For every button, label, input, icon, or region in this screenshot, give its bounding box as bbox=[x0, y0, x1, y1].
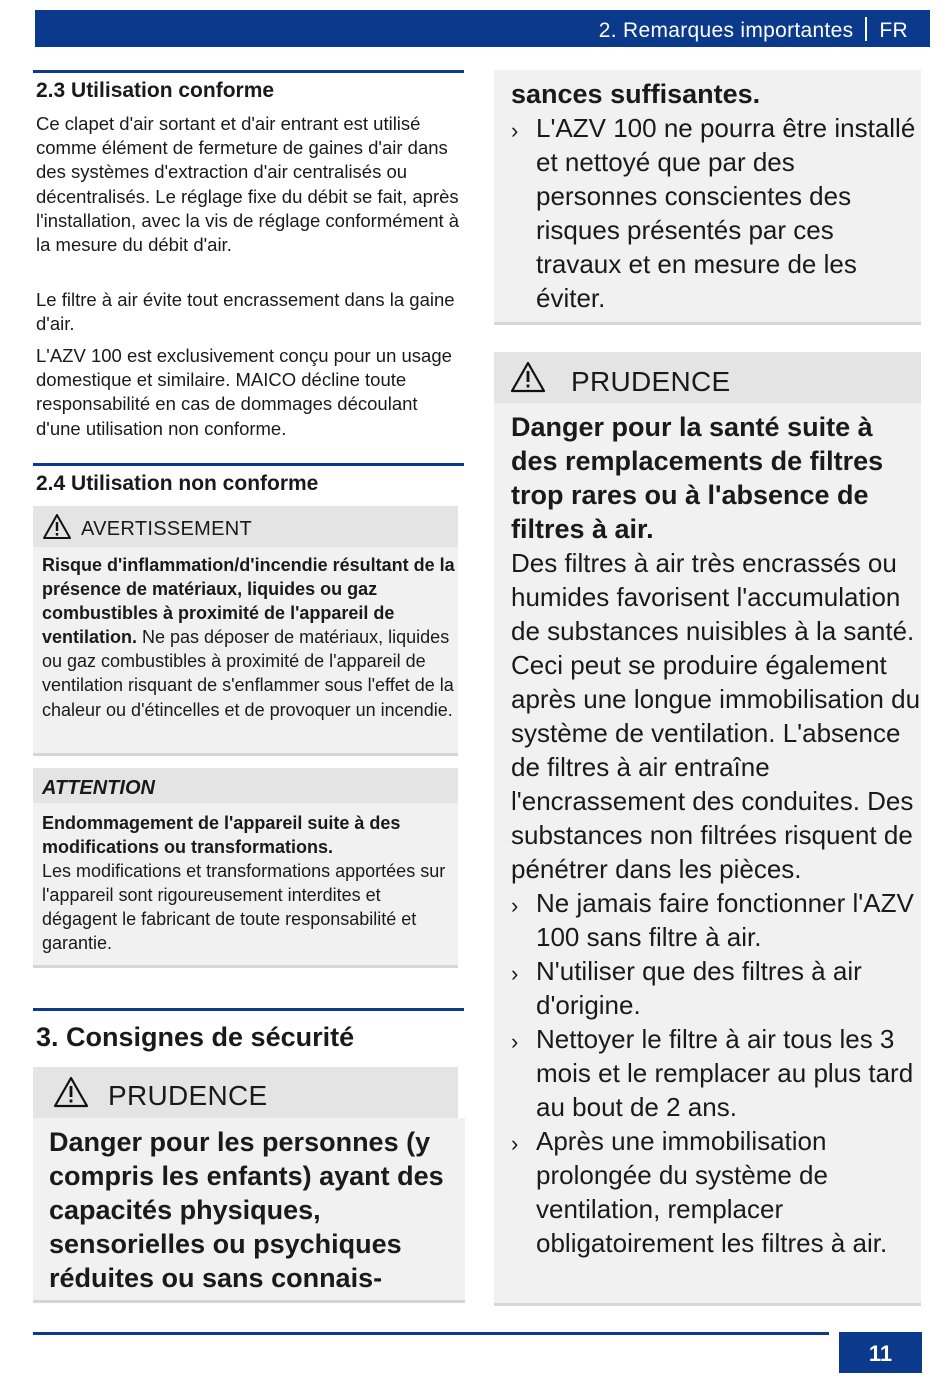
attention-text: Les modifications et transformations apportées sur l'appareil sont rigoureusement interdites et dégagent le fabricant de toute responsabilité et garantie. bbox=[42, 861, 446, 954]
chevron-right-icon: › bbox=[511, 893, 519, 918]
attention-box-body bbox=[33, 803, 458, 968]
section-rule bbox=[33, 1008, 464, 1011]
caution-continuation-box bbox=[494, 70, 921, 325]
section-2-3-paragraph-2: Le filtre à air évite tout encrassement dans la gaine d'air. bbox=[36, 289, 455, 335]
caution-title: PRUDENCE bbox=[108, 1080, 268, 1111]
caution-box-body bbox=[494, 403, 921, 1306]
caution-bold-text: Danger pour la santé suite à des remplacements de filtres trop rares ou à l'absence de filtres à air. bbox=[511, 412, 884, 544]
section-2-3-title: 2.3 Utilisation conforme bbox=[36, 79, 275, 102]
page-number: 11 bbox=[839, 1332, 922, 1373]
list-item-text: Ne jamais faire fonctionner l'AZV 100 sans filtre à air. bbox=[536, 888, 914, 952]
list-item bbox=[511, 954, 921, 1022]
caution-box-body bbox=[33, 1118, 465, 1303]
caution-continuation-bold: sances suffisantes. bbox=[511, 79, 761, 109]
caution-text: Des filtres à air très encrassés ou humides favorisent l'accumulation de substances nuisibles à la santé. Ceci peut se produire également après une longue immobilisation du système de ventilation. L'absence de filtres à air entraîne l'encrassement des conduites. Des substances non filtrées risquent de pénétrer dans les pièces. bbox=[511, 548, 921, 884]
list-item-text: Après une immobilisation prolongée du système de ventilation, remplacer obligatoirement les filtres à air. bbox=[536, 1126, 888, 1258]
warning-title: AVERTISSEMENT bbox=[81, 518, 252, 540]
list-item bbox=[511, 111, 921, 315]
chevron-right-icon: › bbox=[511, 1131, 519, 1156]
list-item-text: N'utiliser que des filtres à air d'origine. bbox=[536, 956, 862, 1020]
warning-triangle-icon bbox=[53, 1076, 89, 1108]
list-item bbox=[511, 886, 921, 954]
footer-rule bbox=[33, 1332, 829, 1335]
caution-box-header bbox=[33, 1067, 458, 1118]
header-lang: FR bbox=[879, 19, 908, 42]
warning-text: Ne pas déposer de matériaux, liquides ou gaz combustibles à proximité de l'appareil de ventilation risquant de s'enflammer sous l'effet de la chaleur ou d'étincelles et de provoquer un incendie. bbox=[42, 627, 454, 720]
warning-box-body bbox=[33, 547, 458, 756]
section-rule bbox=[33, 70, 464, 73]
section-rule bbox=[33, 463, 464, 466]
section-2-3-paragraph-1: Ce clapet d'air sortant et d'air entrant est utilisé comme élément de fermeture de gaines d'air dans des systèmes d'extraction d'air centralisés ou décentralisés. Le réglage fixe du débit se fait, après l'installation, avec la vis de réglage conformément à la mesure du débit d'air. bbox=[36, 113, 460, 256]
warning-triangle-icon bbox=[510, 361, 546, 393]
section-3-title: 3. Consignes de sécurité bbox=[36, 1022, 355, 1052]
chevron-right-icon: › bbox=[511, 961, 519, 986]
chevron-right-icon: › bbox=[511, 1029, 519, 1054]
section-2-3-paragraph-3: L'AZV 100 est exclusivement conçu pour un usage domestique et similaire. MAICO décline toute responsabilité en cas de dommages découlant d'une utilisation non conforme. bbox=[36, 345, 452, 439]
warning-bold-text: Risque d'inflammation/d'incendie résultant de la présence de matériaux, liquides ou gaz combustibles à proximité de l'appareil de ventilation. bbox=[42, 555, 455, 648]
caution-box-header bbox=[494, 352, 921, 403]
header-section: 2. Remarques importantes bbox=[598, 19, 854, 42]
attention-title: ATTENTION bbox=[42, 777, 155, 799]
list-item-text: Nettoyer le filtre à air tous les 3 mois et le remplacer au plus tard au bout de 2 ans. bbox=[536, 1024, 914, 1122]
list-item bbox=[511, 1022, 921, 1124]
caution-bold-text: Danger pour les personnes (y compris les enfants) ayant des capacités physiques, sensorielles ou psychiques réduites ou sans connais- bbox=[49, 1127, 444, 1293]
header-divider bbox=[865, 17, 867, 41]
attention-bold-text: Endommagement de l'appareil suite à des modifications ou transformations. bbox=[42, 813, 401, 858]
caution-title: PRUDENCE bbox=[571, 366, 731, 397]
warning-box-header bbox=[33, 506, 458, 547]
chevron-right-icon: › bbox=[511, 118, 519, 143]
list-item bbox=[511, 1124, 921, 1260]
list-item-text: L'AZV 100 ne pourra être installé et nettoyé que par des personnes conscientes des risques présentés par ces travaux et en mesure de les éviter. bbox=[536, 113, 916, 313]
attention-box-header bbox=[33, 768, 458, 803]
page-header bbox=[35, 10, 930, 47]
header-text bbox=[599, 17, 908, 43]
section-2-4-title: 2.4 Utilisation non conforme bbox=[36, 472, 319, 495]
warning-triangle-icon bbox=[42, 513, 72, 540]
